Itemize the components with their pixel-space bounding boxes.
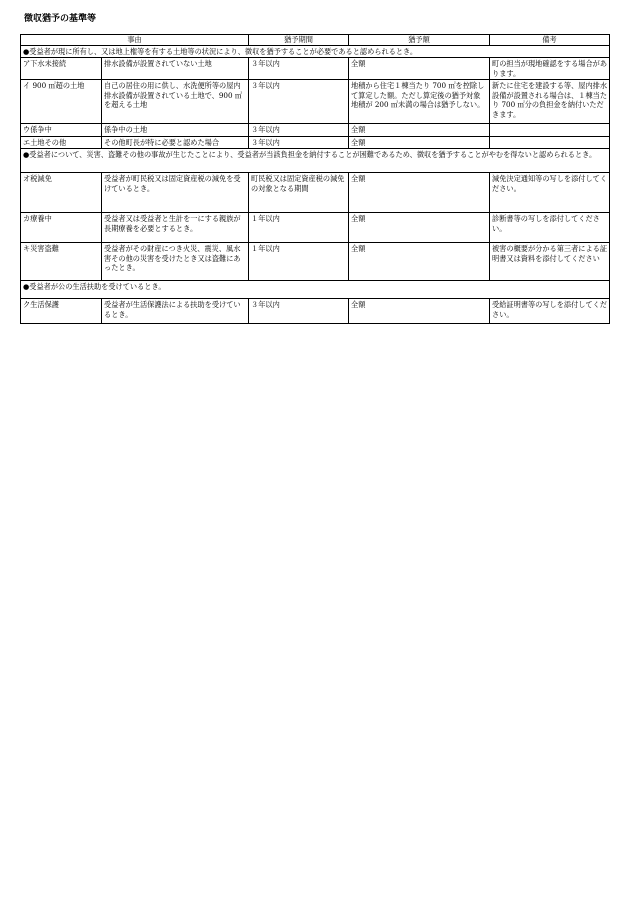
row-code: イ 900 ㎡超の土地 bbox=[21, 80, 102, 124]
section-row bbox=[21, 281, 610, 299]
table-row bbox=[21, 136, 610, 148]
row-reason: 受益者又は受益者と生計を一にする親族が長期療養を必要とするとき。 bbox=[102, 213, 249, 243]
table-row bbox=[21, 58, 610, 80]
header-reason: 事由 bbox=[21, 35, 249, 46]
row-remarks: 受給証明書等の写しを添付してください。 bbox=[490, 299, 610, 324]
row-remarks bbox=[490, 136, 610, 148]
row-period: ３年以内 bbox=[249, 299, 349, 324]
row-reason: 受益者が生活保護法による扶助を受けているとき。 bbox=[102, 299, 249, 324]
table-row bbox=[21, 124, 610, 136]
page-title: 徴収猶予の基準等 bbox=[24, 14, 97, 24]
row-code: キ災害盗難 bbox=[21, 243, 102, 281]
row-reason: 受益者がその財産につき火災、震災、風水害その他の災害を受けたとき又は盗難にあったとき。 bbox=[102, 243, 249, 281]
row-code: オ税減免 bbox=[21, 173, 102, 213]
row-period: １年以内 bbox=[249, 213, 349, 243]
row-period: 町民税又は固定資産税の減免の対象となる期間 bbox=[249, 173, 349, 213]
deferral-criteria-table bbox=[20, 34, 610, 324]
table-row bbox=[21, 213, 610, 243]
table-row bbox=[21, 80, 610, 124]
table-row bbox=[21, 173, 610, 213]
row-code: ウ係争中 bbox=[21, 124, 102, 136]
section-row bbox=[21, 46, 610, 58]
table-row bbox=[21, 243, 610, 281]
table-row bbox=[21, 299, 610, 324]
row-amount: 全額 bbox=[349, 299, 490, 324]
row-reason: 排水設備が設置されていない土地 bbox=[102, 58, 249, 80]
row-period: ３年以内 bbox=[249, 58, 349, 80]
section-row bbox=[21, 149, 610, 173]
row-reason: 係争中の土地 bbox=[102, 124, 249, 136]
header-row bbox=[21, 35, 610, 46]
row-amount: 全額 bbox=[349, 124, 490, 136]
row-amount: 全額 bbox=[349, 58, 490, 80]
row-remarks bbox=[490, 124, 610, 136]
row-code: ア下水未接続 bbox=[21, 58, 102, 80]
row-remarks: 被害の概要が分かる第三者による証明書又は資料を添付してください bbox=[490, 243, 610, 281]
header-remarks: 備考 bbox=[490, 35, 610, 46]
row-code: ク生活保護 bbox=[21, 299, 102, 324]
section-heading: ●受益者が現に所有し、又は地上権等を有する土地等の状況により、徴収を猶予することが必要であると認められるとき。 bbox=[21, 46, 610, 58]
row-amount: 全額 bbox=[349, 136, 490, 148]
row-amount: 地積から住宅１棟当たり 700 ㎡を控除して算定した額。ただし算定後の猶予対象地積が 200 ㎡未満の場合は猶予しない。 bbox=[349, 80, 490, 124]
row-reason: その他町長が特に必要と認めた場合 bbox=[102, 136, 249, 148]
row-remarks: 新たに住宅を建設する等、屋内排水設備が設置される場合は、１棟当たり 700 ㎡分の負担金を納付いただきます。 bbox=[490, 80, 610, 124]
row-amount: 全額 bbox=[349, 243, 490, 281]
row-reason: 受益者が町民税又は固定資産税の減免を受けているとき。 bbox=[102, 173, 249, 213]
header-period: 猶予期間 bbox=[249, 35, 349, 46]
row-amount: 全額 bbox=[349, 173, 490, 213]
section-heading: ●受益者が公の生活扶助を受けているとき。 bbox=[21, 281, 610, 299]
row-period: ３年以内 bbox=[249, 124, 349, 136]
row-period: １年以内 bbox=[249, 243, 349, 281]
header-amount: 猶予額 bbox=[349, 35, 490, 46]
row-amount: 全額 bbox=[349, 213, 490, 243]
row-reason: 自己の居住の用に供し、水洗便所等の屋内排水設備が設置されている土地で、900 ㎡を超える土地 bbox=[102, 80, 249, 124]
row-code: エ土地その他 bbox=[21, 136, 102, 148]
row-period: ３年以内 bbox=[249, 136, 349, 148]
section-heading: ●受益者について、災害、盗難その他の事故が生じたことにより、受益者が当該負担金を納付することが困難であるため、徴収を猶予することがやむを得ないと認められるとき。 bbox=[21, 149, 610, 173]
row-code: カ療養中 bbox=[21, 213, 102, 243]
row-remarks: 減免決定通知等の写しを添付してください。 bbox=[490, 173, 610, 213]
row-remarks: 診断書等の写しを添付してください。 bbox=[490, 213, 610, 243]
row-period: ３年以内 bbox=[249, 80, 349, 124]
row-remarks: 町の担当が現地確認をする場合があります。 bbox=[490, 58, 610, 80]
